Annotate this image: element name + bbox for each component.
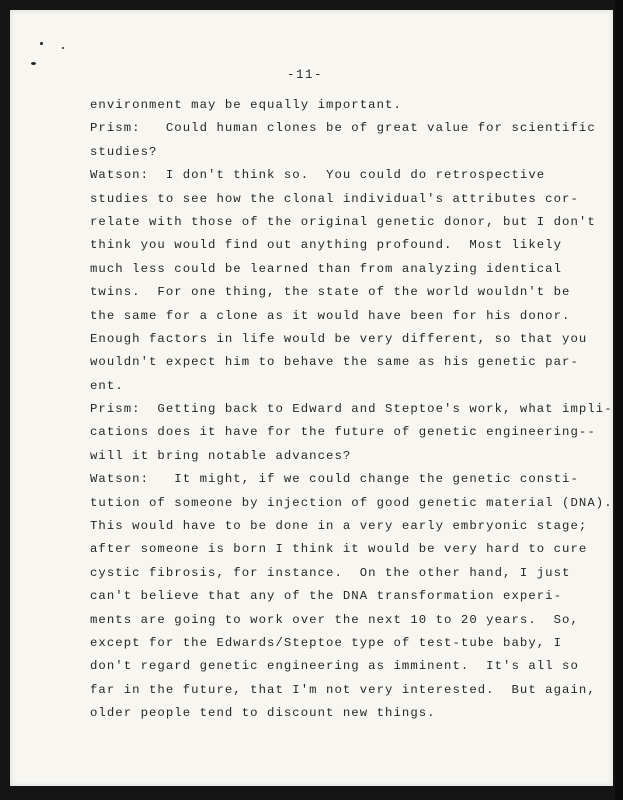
text-line: studies to see how the clonal individual's attributes cor- [90,191,579,206]
text-line: think you would find out anything profound. Most likely [90,238,563,253]
text-line: studies? [90,144,158,159]
document-page [10,10,613,786]
text-line: much less could be learned than from analyzing identical [90,261,563,276]
text-line: wouldn't expect him to behave the same as his genetic par- [90,355,579,370]
text-line: cations does it have for the future of genetic engineering-- [90,425,596,440]
text-line: older people tend to discount new things. [90,706,436,721]
text-line: cystic fibrosis, for instance. On the other hand, I just [90,565,571,580]
text-line: tution of someone by injection of good genetic material (DNA). [90,495,613,510]
text-line: Prism: Getting back to Edward and Steptoe's work, what impli- [90,402,613,417]
dust-speck [31,62,36,65]
text-line: Enough factors in life would be very different, so that you [90,331,588,346]
text-line: will it bring notable advances? [90,448,352,463]
text-line: far in the future, that I'm not very interested. But again, [90,682,596,697]
text-line: after someone is born I think it would be very hard to cure [90,542,588,557]
dust-speck [40,42,43,45]
text-line: Watson: I don't think so. You could do retrospective [90,168,546,183]
scan-border [615,0,623,800]
text-line: don't regard genetic engineering as imminent. It's all so [90,659,579,674]
text-line: Watson: It might, if we could change the genetic consti- [90,472,579,487]
text-line: This would have to be done in a very early embryonic stage; [90,519,588,534]
text-line: relate with those of the original genetic donor, but I don't [90,214,596,229]
transcript-body [90,94,613,726]
dust-speck [62,47,64,49]
page-number: -11- [287,68,324,82]
text-line: ments are going to work over the next 10 to 20 years. So, [90,612,579,627]
text-line: environment may be equally important. [90,98,402,112]
text-line: can't believe that any of the DNA transformation experi- [90,589,563,604]
text-line: twins. For one thing, the state of the world wouldn't be [90,285,571,300]
text-line: ent. [90,378,124,393]
text-line: except for the Edwards/Steptoe type of test-tube baby, I [90,635,563,650]
text-line: the same for a clone as it would have been for his donor. [90,308,571,323]
text-line: Prism: Could human clones be of great value for scientific [90,121,596,136]
